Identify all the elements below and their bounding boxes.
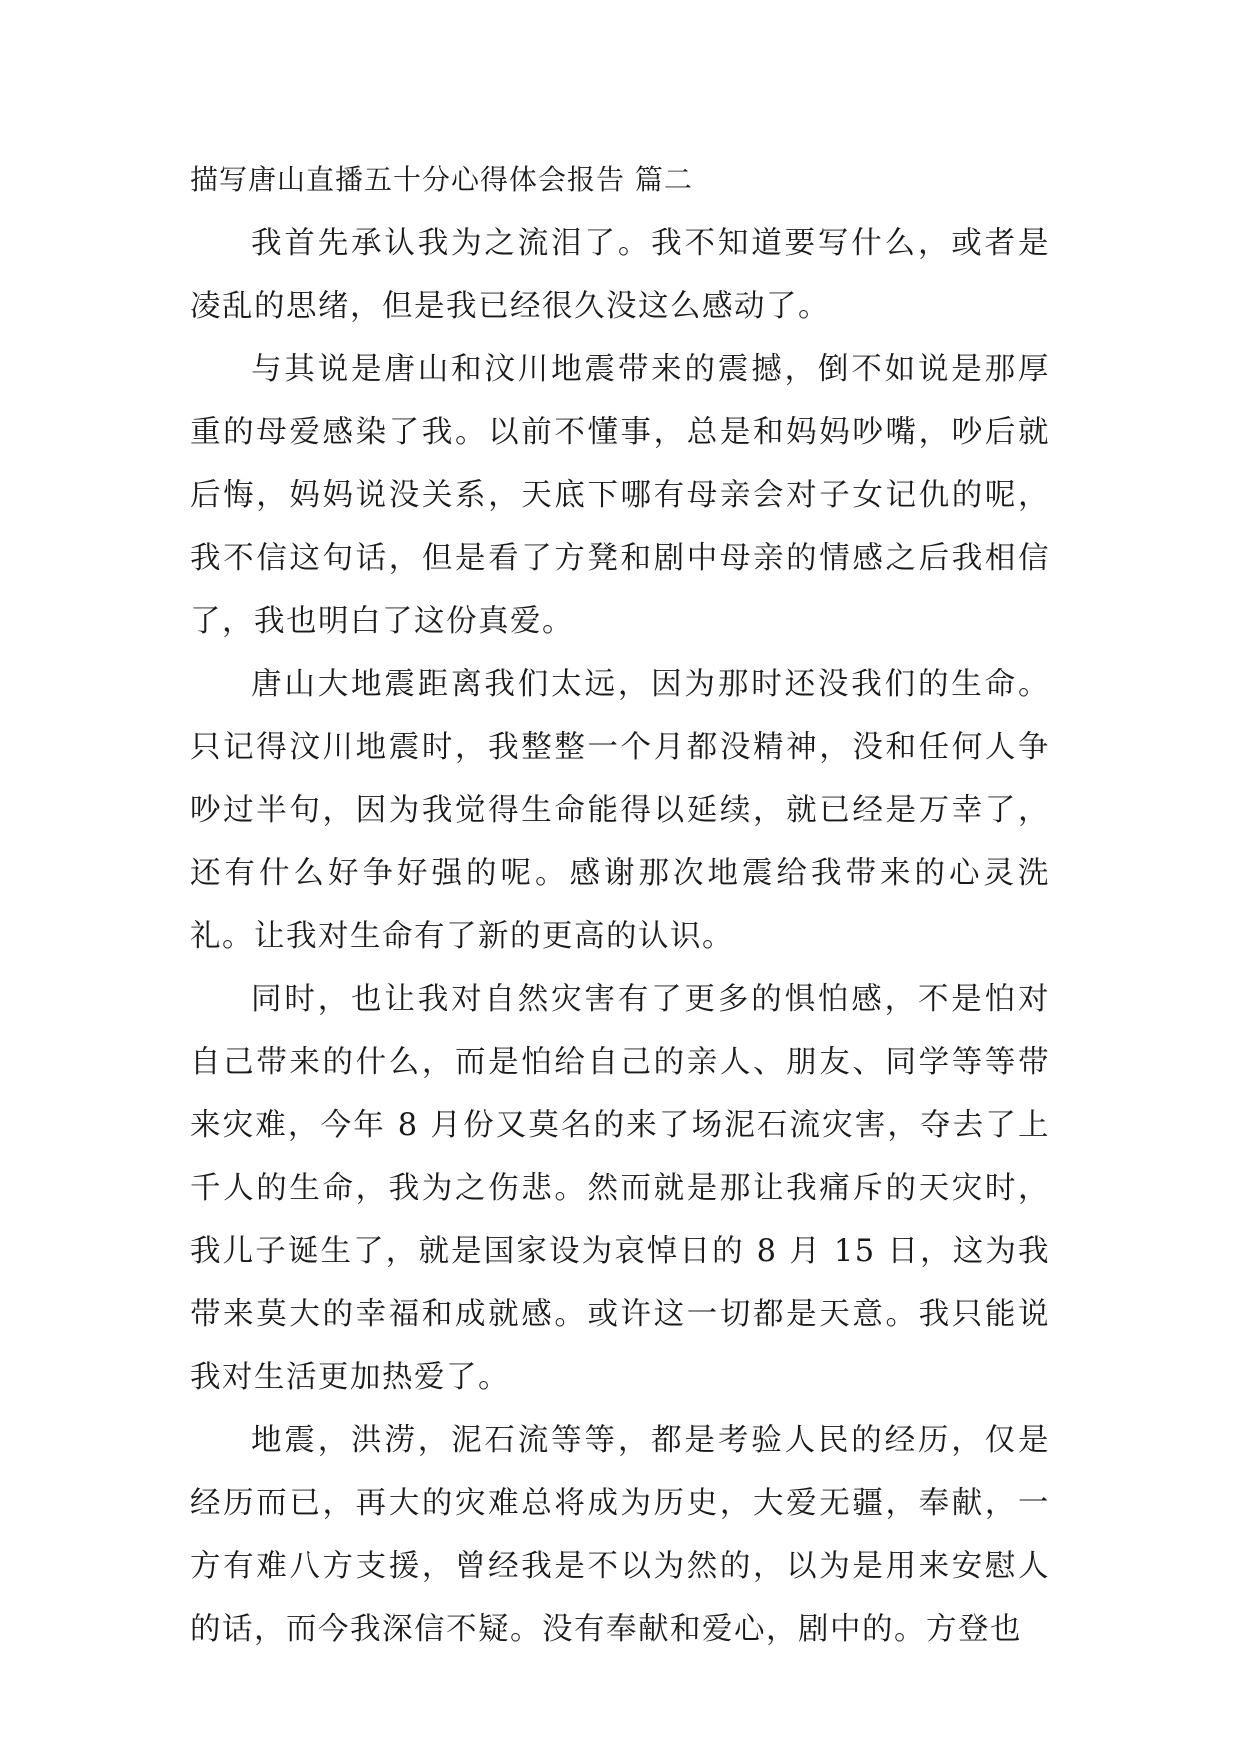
paragraph-2: 与其说是唐山和汶川地震带来的震撼，倒不如说是那厚重的母爱感染了我。以前不懂事，总是和妈妈吵嘴，吵后就后悔，妈妈说没关系，天底下哪有母亲会对子女记仇的呢，我不信这句话，但是看了方凳和剧中母亲的情感之后我相信了，我也明白了这份真爱。 xyxy=(190,352,1050,639)
paragraph-3: 唐山大地震距离我们太远，因为那时还没我们的生命。只记得汶川地震时，我整整一个月都没精神，没和任何人争吵过半句，因为我觉得生命能得以延续，就已经是万幸了，还有什么好争好强的呢。感谢那次地震给我带来的心灵洗礼。让我对生命有了新的更高的认识。 xyxy=(190,667,1050,954)
document-title: 描写唐山直播五十分心得体会报告 篇二 xyxy=(190,163,693,196)
paragraph-4: 同时，也让我对自然灾害有了更多的惧怕感，不是怕对自己带来的什么，而是怕给自己的亲人、朋友、同学等等带来灾难，今年 8 月份又莫名的来了场泥石流灾害，夺去了上千人的生命，我为之伤悲。然而就是那让我痛斥的天灾时，我儿子诞生了，就是国家设为哀悼日的 8 月 15 日，这为我带来莫大的幸福和成就感。或许这一切都是天意。我只能说我对生活更加热爱了。 xyxy=(190,982,1050,1395)
document-body xyxy=(190,148,1050,1661)
paragraph-5: 地震，洪涝，泥石流等等，都是考验人民的经历，仅是经历而已，再大的灾难总将成为历史，大爱无疆，奉献，一方有难八方支援，曾经我是不以为然的，以为是用来安慰人的话，而今我深信不疑。没有奉献和爱心，剧中的。方登也 xyxy=(190,1423,1050,1647)
paragraph-1: 我首先承认我为之流泪了。我不知道要写什么，或者是凌乱的思绪，但是我已经很久没这么感动了。 xyxy=(190,226,1050,324)
